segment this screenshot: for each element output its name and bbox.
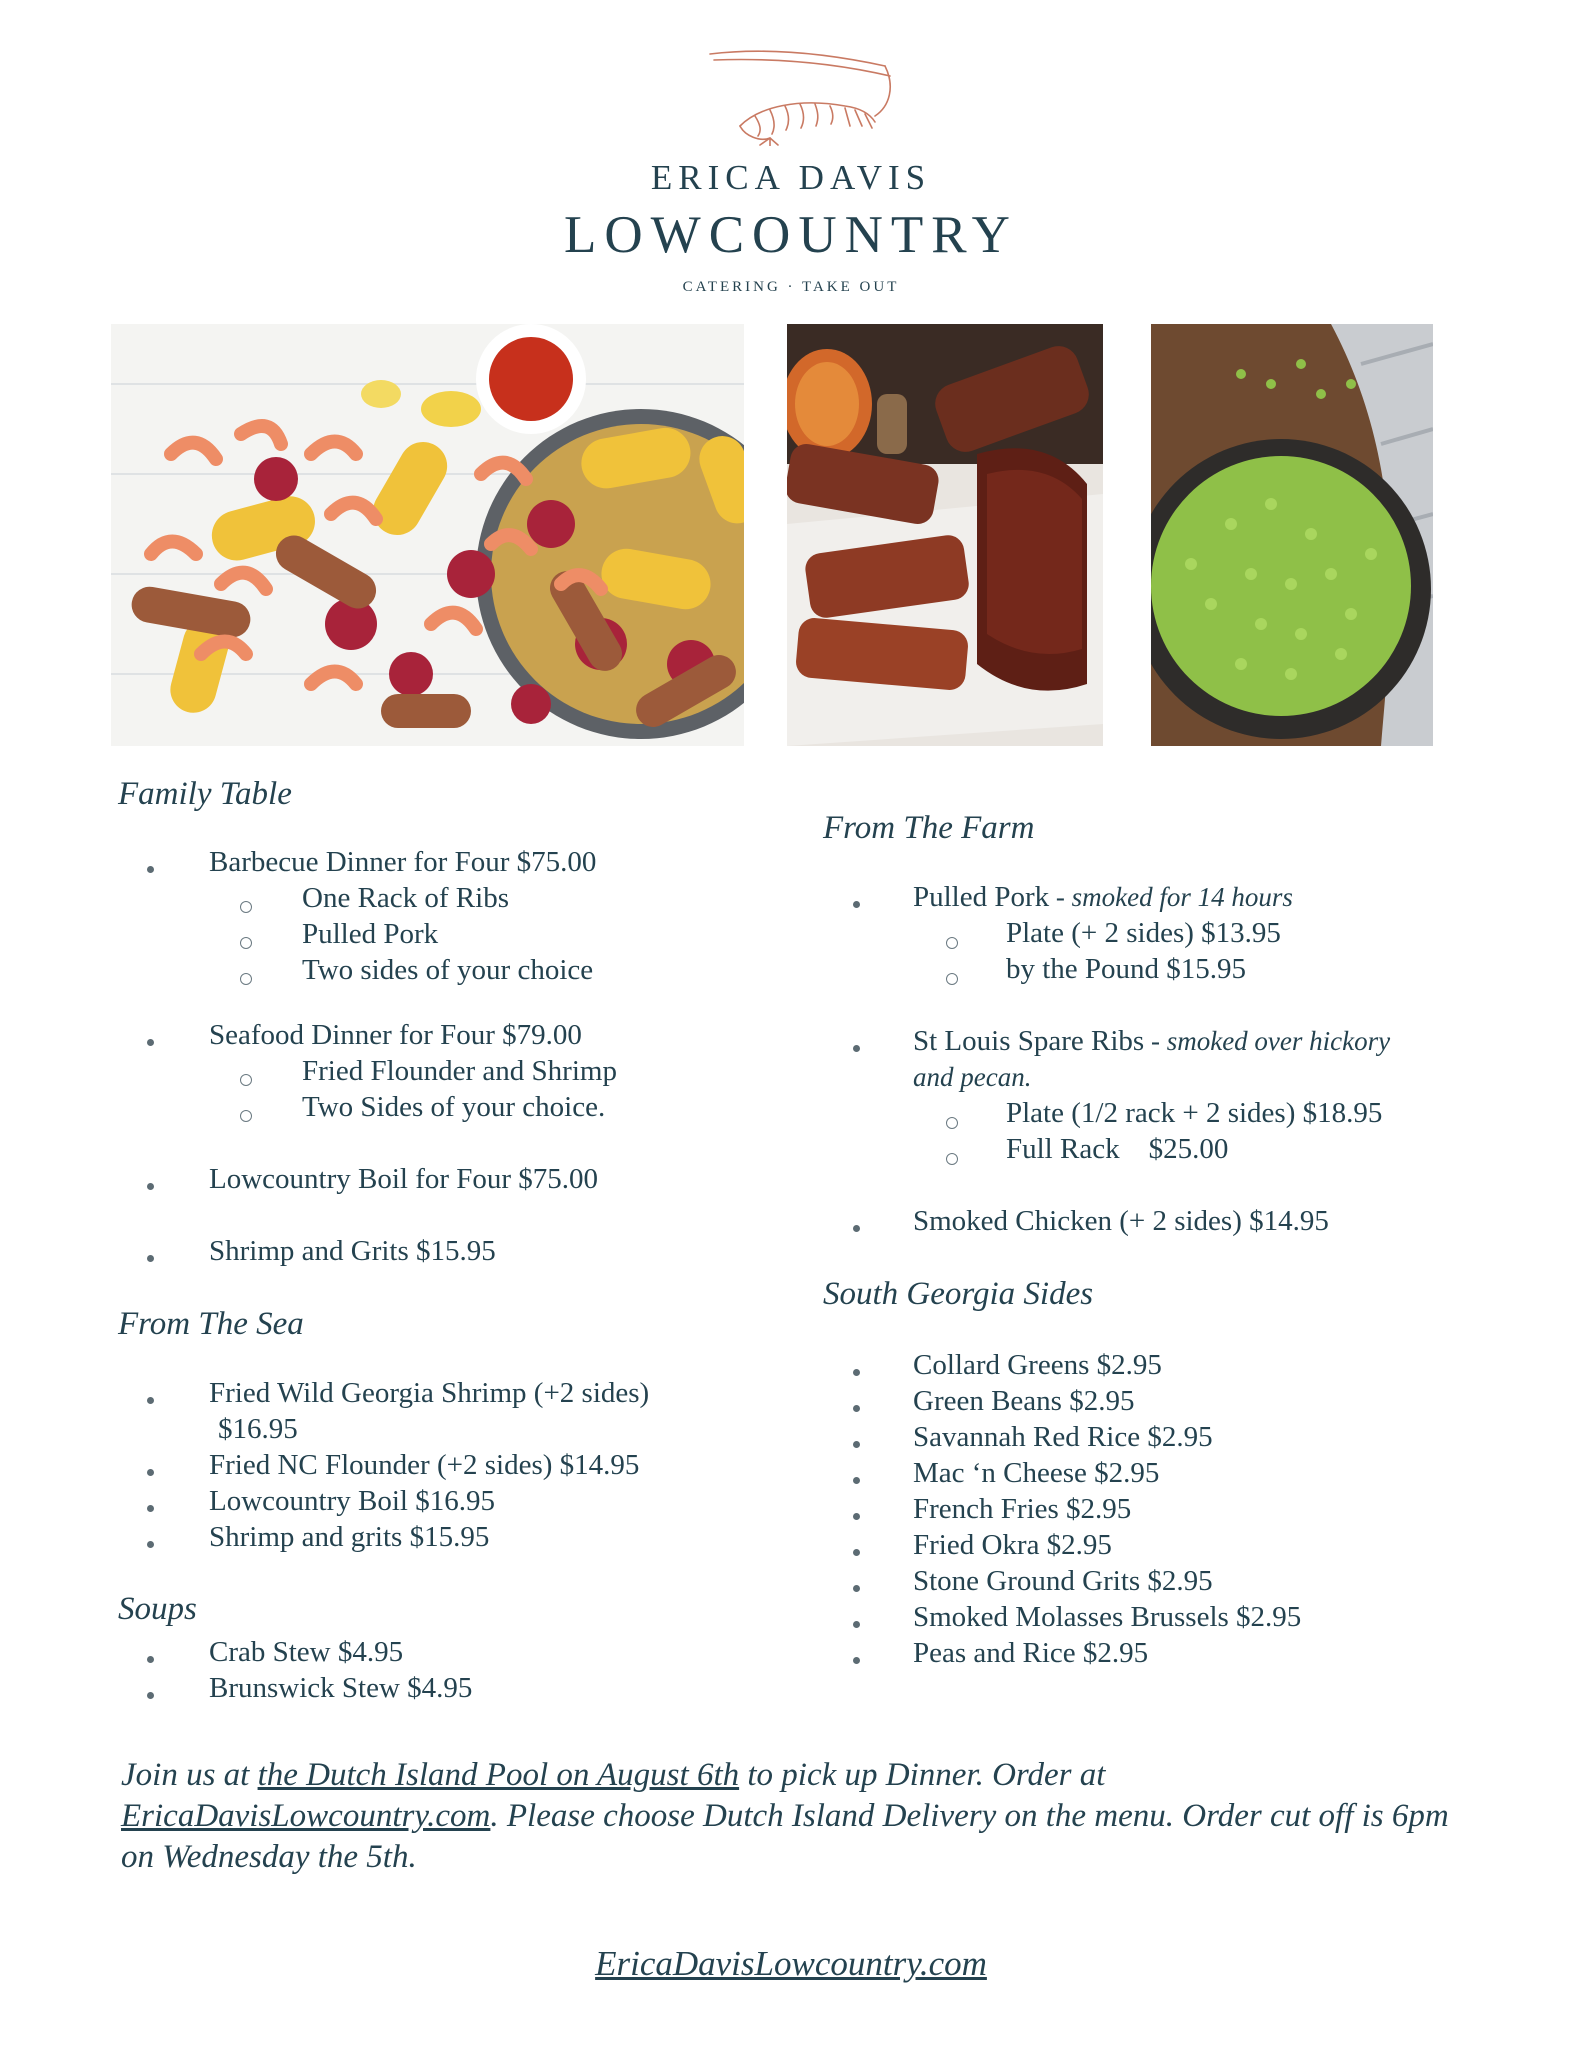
menu-item-note-cont: and pecan. <box>913 1062 1032 1092</box>
website-link[interactable]: EricaDavisLowcountry.com <box>595 1944 987 1983</box>
bullet-icon <box>853 1621 860 1628</box>
menu-item-smoked-chicken: Smoked Chicken (+ 2 sides) $14.95 <box>913 1205 1329 1237</box>
bullet-icon <box>147 1692 154 1699</box>
menu-subitem: Two Sides of your choice. <box>302 1091 606 1123</box>
menu-subitem: Plate (1/2 rack + 2 sides) $18.95 <box>1006 1097 1383 1129</box>
bullet-icon <box>853 1477 860 1484</box>
menu-item-barbecue-dinner: Barbecue Dinner for Four $75.00 <box>209 846 597 878</box>
menu-subitem: Plate (+ 2 sides) $13.95 <box>1006 917 1281 949</box>
bullet-icon <box>853 901 860 908</box>
shrimp-logo-icon <box>700 46 900 146</box>
sub-bullet-icon <box>946 1153 958 1165</box>
bullet-icon <box>147 866 154 873</box>
menu-subitem: Full Rack $25.00 <box>1006 1133 1229 1165</box>
sub-bullet-icon <box>240 901 252 913</box>
side-item: Stone Ground Grits $2.95 <box>913 1565 1213 1597</box>
side-item: Mac ‘n Cheese $2.95 <box>913 1457 1160 1489</box>
menu-item-fried-shrimp: Fried Wild Georgia Shrimp (+2 sides) <box>209 1377 650 1409</box>
bullet-icon <box>853 1225 860 1232</box>
sub-bullet-icon <box>240 973 252 985</box>
bullet-icon <box>147 1656 154 1663</box>
bullet-icon <box>853 1405 860 1412</box>
sub-bullet-icon <box>240 937 252 949</box>
order-site-link[interactable]: EricaDavisLowcountry.com <box>121 1798 491 1834</box>
section-title-from-the-sea: From The Sea <box>118 1306 304 1342</box>
menu-item-shrimp-and-grits: Shrimp and grits $15.95 <box>209 1521 490 1553</box>
bullet-icon <box>147 1469 154 1476</box>
menu-subitem: by the Pound $15.95 <box>1006 953 1247 985</box>
side-item: Peas and Rice $2.95 <box>913 1637 1149 1669</box>
sub-bullet-icon <box>946 1117 958 1129</box>
bullet-icon <box>853 1549 860 1556</box>
bullet-icon <box>147 1505 154 1512</box>
brand-name-top: ERICA DAVIS <box>650 158 932 197</box>
bullet-icon <box>853 1657 860 1664</box>
sub-bullet-icon <box>946 973 958 985</box>
menu-item-label: Pulled Pork <box>913 881 1050 913</box>
bullet-icon <box>853 1441 860 1448</box>
side-item: French Fries $2.95 <box>913 1493 1132 1525</box>
menu-item-note: - smoked over hickory <box>1144 1026 1391 1056</box>
lima-beans-photo <box>1151 324 1433 746</box>
side-item: Collard Greens $2.95 <box>913 1349 1162 1381</box>
menu-item-brunswick-stew: Brunswick Stew $4.95 <box>209 1672 473 1704</box>
section-title-soups: Soups <box>118 1591 197 1627</box>
ribs-photo <box>787 324 1103 746</box>
menu-subitem: Two sides of your choice <box>302 954 594 986</box>
side-item: Fried Okra $2.95 <box>913 1529 1112 1561</box>
side-item: Smoked Molasses Brussels $2.95 <box>913 1601 1302 1633</box>
menu-item-crab-stew: Crab Stew $4.95 <box>209 1636 404 1668</box>
bullet-icon <box>853 1513 860 1520</box>
bullet-icon <box>147 1255 154 1262</box>
menu-item-fried-flounder: Fried NC Flounder (+2 sides) $14.95 <box>209 1449 640 1481</box>
pickup-info-text: to pick up Dinner. Order at <box>739 1757 1106 1793</box>
sub-bullet-icon <box>946 937 958 949</box>
section-title-from-the-farm: From The Farm <box>823 810 1035 846</box>
brand-tagline: CATERING · TAKE OUT <box>682 279 900 295</box>
lowcountry-boil-photo <box>111 324 744 746</box>
section-title-south-georgia-sides: South Georgia Sides <box>823 1276 1094 1312</box>
menu-item-lowcountry-boil-four: Lowcountry Boil for Four $75.00 <box>209 1163 599 1195</box>
side-item: Savannah Red Rice $2.95 <box>913 1421 1213 1453</box>
menu-item-seafood-dinner: Seafood Dinner for Four $79.00 <box>209 1019 582 1051</box>
bullet-icon <box>147 1541 154 1548</box>
menu-item-note: - smoked for 14 hours <box>1049 882 1293 912</box>
bullet-icon <box>147 1039 154 1046</box>
bullet-icon <box>147 1183 154 1190</box>
pickup-location-link[interactable]: the Dutch Island Pool on August 6th <box>257 1757 740 1793</box>
menu-subitem: One Rack of Ribs <box>302 882 509 914</box>
bullet-icon <box>147 1397 154 1404</box>
bullet-icon <box>853 1045 860 1052</box>
pickup-info-text: Join us at <box>121 1757 258 1793</box>
sub-bullet-icon <box>240 1074 252 1086</box>
menu-item-lowcountry-boil: Lowcountry Boil $16.95 <box>209 1485 495 1517</box>
section-title-family-table: Family Table <box>118 776 292 812</box>
menu-subitem: Fried Flounder and Shrimp <box>302 1055 617 1087</box>
menu-subitem: Pulled Pork <box>302 918 439 950</box>
pickup-info-text: . Please choose Dutch Island Delivery on the menu. Order cut off is 6pm on Wednesday the 5th. <box>121 1798 1449 1875</box>
menu-item-label: St Louis Spare Ribs <box>913 1025 1145 1057</box>
menu-item-pulled-pork <box>913 879 1293 915</box>
menu-item-shrimp-grits: Shrimp and Grits $15.95 <box>209 1235 496 1267</box>
pickup-info <box>121 1755 1481 1878</box>
sub-bullet-icon <box>240 1110 252 1122</box>
side-item: Green Beans $2.95 <box>913 1385 1135 1417</box>
menu-item-spare-ribs <box>913 1023 1390 1059</box>
menu-item-fried-shrimp-price: $16.95 <box>218 1413 298 1445</box>
brand-name-main: LOWCOUNTRY <box>564 206 1018 264</box>
bullet-icon <box>853 1585 860 1592</box>
bullet-icon <box>853 1369 860 1376</box>
